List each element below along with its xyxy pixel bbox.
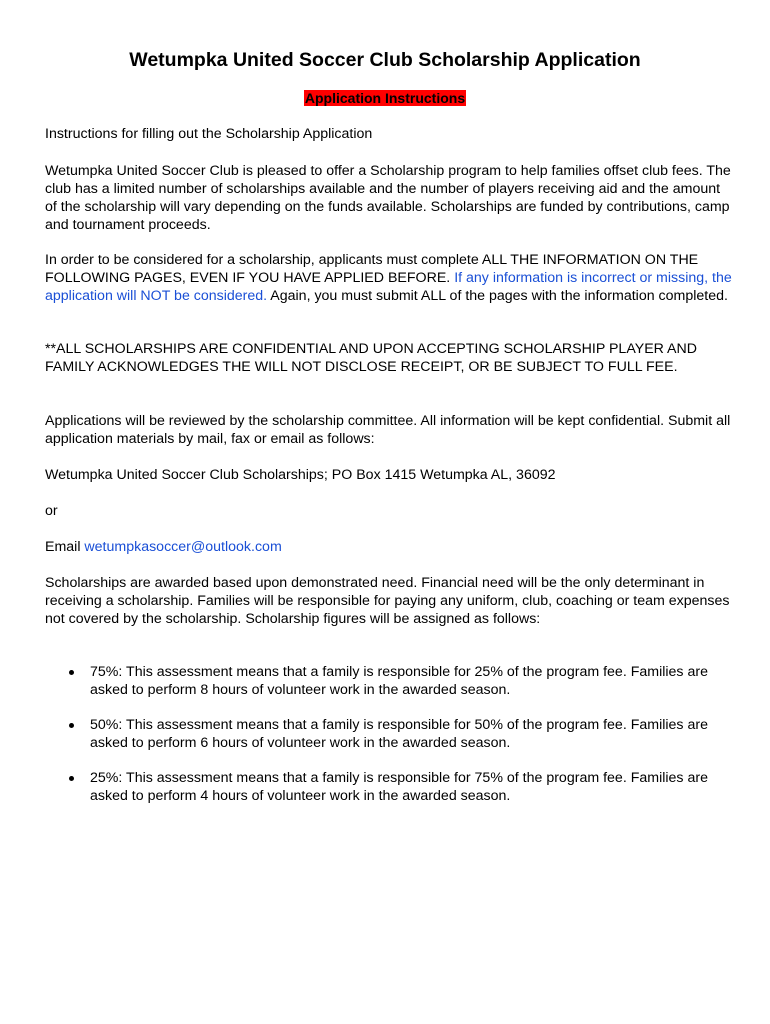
paragraph-program-description: Wetumpka United Soccer Club is pleased to offer a Scholarship program to help families offset club fees. The club has a limited number of scholarships available and the number of players receiving aid and the amount of the scholarship will vary depending on the funds available. Scholarships are funded by contributions, camp and tournament proceeds. xyxy=(45,163,731,233)
list-item xyxy=(45,769,735,805)
paragraph-confidentiality: **ALL SCHOLARSHIPS ARE CONFIDENTIAL AND UPON ACCEPTING SCHOLARSHIP PLAYER AND FAMILY ACKNOWLEDGES THE WILL NOT DISCLOSE RECEIPT, OR BE SUBJECT TO FULL FEE. xyxy=(45,341,698,375)
mail-address: Wetumpka United Soccer Club Scholarships; PO Box 1415 Wetumpka AL, 36092 xyxy=(45,467,556,483)
tier-50-text: 50%: This assessment means that a family is responsible for 50% of the program fee. Families are asked to perform 6 hours of volunteer work in the awarded season. xyxy=(90,717,708,751)
email-line xyxy=(45,538,735,556)
bullet-icon xyxy=(69,723,74,728)
scholarship-tiers-list xyxy=(45,663,735,822)
requirements-text-continued: Again, you must submit ALL of the pages with the information completed. xyxy=(267,288,728,304)
or-separator: or xyxy=(45,503,58,519)
bullet-icon xyxy=(69,670,74,675)
list-item xyxy=(45,716,735,752)
requirements-warning: If any information is incorrect or missing, the application will NOT be considered. xyxy=(45,270,732,304)
intro-heading: Instructions for filling out the Scholarship Application xyxy=(45,126,373,142)
paragraph-review: Applications will be reviewed by the scholarship committee. All information will be kept confidential. Submit all application materials by mail, fax or email as follows: xyxy=(45,413,731,447)
list-item xyxy=(45,663,735,699)
subtitle-container xyxy=(0,89,770,108)
email-link[interactable]: wetumpkasoccer@outlook.com xyxy=(84,539,282,555)
tier-25-text: 25%: This assessment means that a family is responsible for 75% of the program fee. Families are asked to perform 4 hours of volunteer work in the awarded season. xyxy=(90,770,708,804)
page-title: Wetumpka United Soccer Club Scholarship Application xyxy=(129,49,641,71)
email-label: Email xyxy=(45,539,85,555)
tier-75-text: 75%: This assessment means that a family is responsible for 25% of the program fee. Families are asked to perform 8 hours of volunteer work in the awarded season. xyxy=(90,664,708,698)
paragraph-requirements xyxy=(45,251,735,305)
bullet-icon xyxy=(69,776,74,781)
paragraph-awards: Scholarships are awarded based upon demonstrated need. Financial need will be the only determinant in receiving a scholarship. Families will be responsible for paying any uniform, club, coaching or team expenses not covered by the scholarship. Scholarship figures will be assigned as follows: xyxy=(45,575,730,627)
instructions-subtitle: Application Instructions xyxy=(304,90,466,106)
requirements-text: In order to be considered for a scholarship, applicants must complete ALL THE INFORMATION ON THE FOLLOWING PAGES, EVEN IF YOU HAVE APPLIED BEFORE. xyxy=(45,252,699,286)
